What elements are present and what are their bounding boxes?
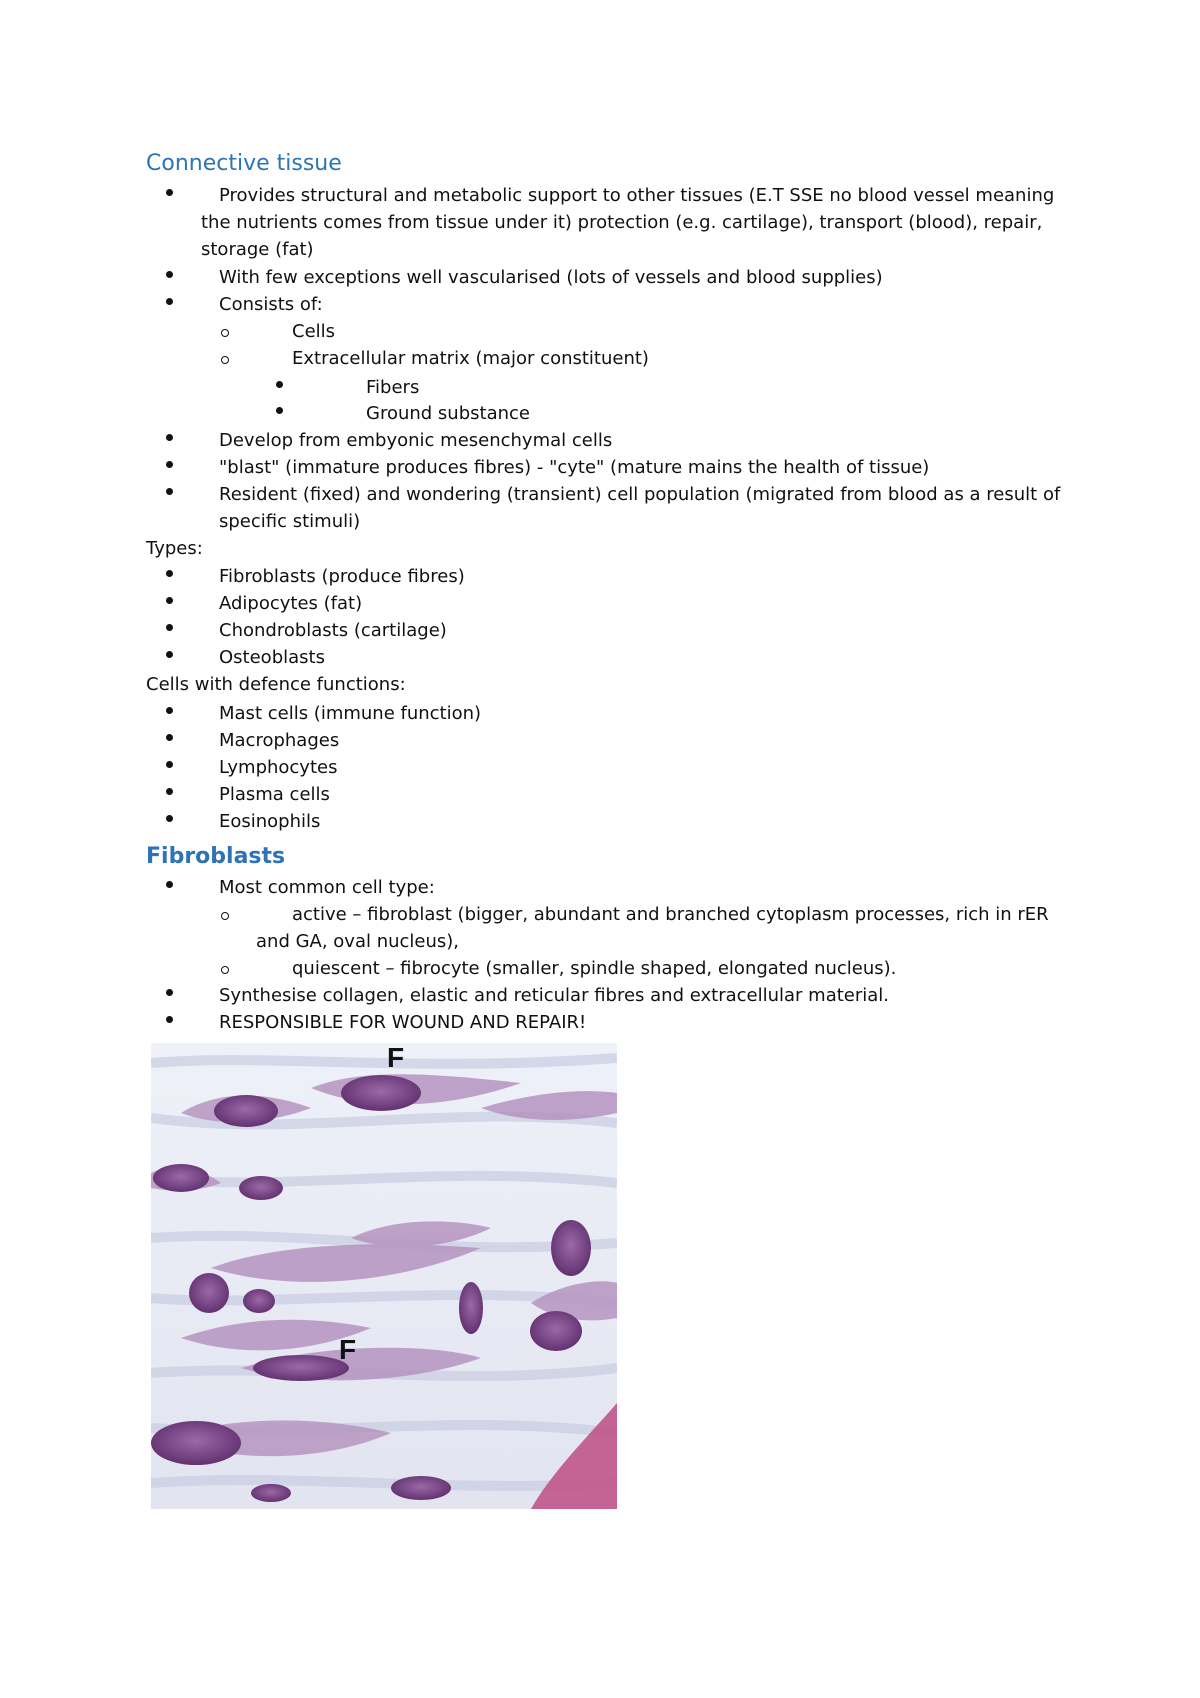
bullet <box>166 298 173 305</box>
develop-text: Develop from embyonic mesenchymal cells <box>219 430 613 451</box>
fibers-text: Fibers <box>366 377 420 398</box>
bullet <box>166 189 173 196</box>
active-line-1: active – fibroblast (bigger, abundant and branched cytoplasm processes, rich in rER <box>292 904 1049 925</box>
ground-text: Ground substance <box>366 403 530 424</box>
ecm-text: Extracellular matrix (major constituent) <box>292 348 649 369</box>
intro-line-2: the nutrients comes from tissue under it) protection (e.g. cartilage), transport (blood), repair, <box>201 212 1043 233</box>
bullet <box>166 881 173 888</box>
bullet <box>166 788 173 795</box>
defence-item: Eosinophils <box>219 811 321 832</box>
vascular-text: With few exceptions well vascularised (lots of vessels and blood supplies) <box>219 267 883 288</box>
type-item: Adipocytes (fat) <box>219 593 363 614</box>
bullet <box>166 761 173 768</box>
common-text: Most common cell type: <box>219 877 435 898</box>
synthesise-text: Synthesise collagen, elastic and reticular fibres and extracellular material. <box>219 985 890 1006</box>
responsible-text: RESPONSIBLE FOR WOUND AND REPAIR! <box>219 1012 587 1033</box>
heading-connective-tissue: Connective tissue <box>146 151 342 176</box>
types-label: Types: <box>146 538 203 559</box>
bullet <box>276 381 283 388</box>
intro-line-3: storage (fat) <box>201 239 314 260</box>
defence-item: Macrophages <box>219 730 340 751</box>
micrograph-label-f: F <box>387 1043 405 1073</box>
active-line-2: and GA, oval nucleus), <box>256 931 460 952</box>
sub-bullet <box>221 912 229 920</box>
bullet <box>166 989 173 996</box>
bullet <box>166 461 173 468</box>
bullet <box>166 624 173 631</box>
defence-item: Lymphocytes <box>219 757 338 778</box>
quiescent-text: quiescent – fibrocyte (smaller, spindle shaped, elongated nucleus). <box>292 958 897 979</box>
sub-bullet <box>221 329 229 337</box>
bullet <box>166 815 173 822</box>
heading-fibroblasts: Fibroblasts <box>146 844 286 869</box>
bullet <box>276 407 283 414</box>
bullet <box>166 1016 173 1023</box>
defence-label: Cells with defence functions: <box>146 674 406 695</box>
sub-bullet <box>221 356 229 364</box>
bullet <box>166 651 173 658</box>
defence-item: Plasma cells <box>219 784 330 805</box>
bullet <box>166 707 173 714</box>
bullet <box>166 271 173 278</box>
consists-text: Consists of: <box>219 294 323 315</box>
resident-line-1: Resident (fixed) and wondering (transient) cell population (migrated from blood as a result of <box>219 484 1061 505</box>
fibroblast-micrograph <box>151 1043 617 1509</box>
bullet <box>166 597 173 604</box>
resident-line-2: specific stimuli) <box>219 511 361 532</box>
cells-text: Cells <box>292 321 336 342</box>
type-item: Osteoblasts <box>219 647 325 668</box>
bullet <box>166 734 173 741</box>
bullet <box>166 488 173 495</box>
blast-text: "blast" (immature produces fibres) - "cyte" (mature mains the health of tissue) <box>219 457 930 478</box>
type-item: Fibroblasts (produce fibres) <box>219 566 465 587</box>
intro-line-1: Provides structural and metabolic support to other tissues (E.T SSE no blood vessel meaning <box>219 185 1055 206</box>
bullet <box>166 434 173 441</box>
sub-bullet <box>221 966 229 974</box>
type-item: Chondroblasts (cartilage) <box>219 620 447 641</box>
bullet <box>166 570 173 577</box>
defence-item: Mast cells (immune function) <box>219 703 482 724</box>
micrograph-label-f: F <box>339 1334 357 1365</box>
